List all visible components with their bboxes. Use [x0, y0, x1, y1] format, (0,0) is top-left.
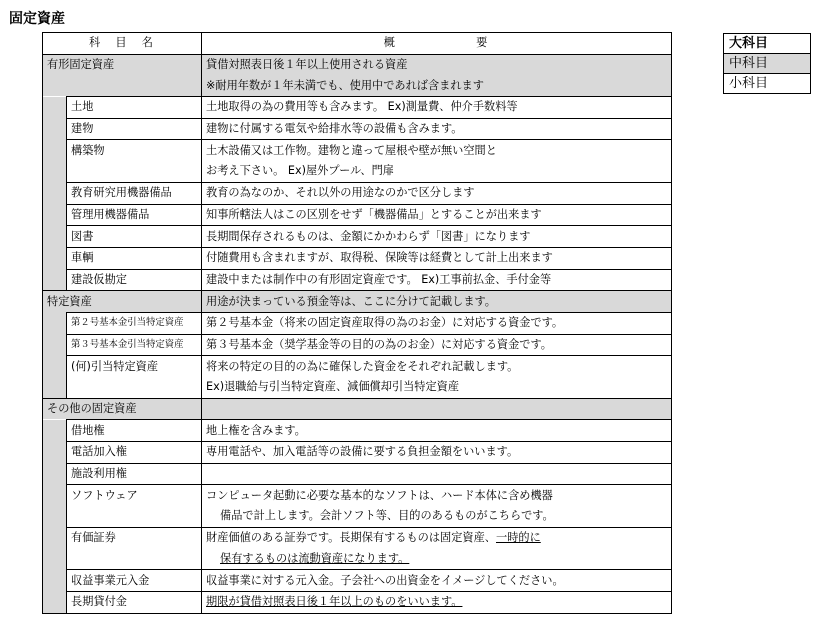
indent-cell: [43, 269, 67, 291]
indent-cell: [43, 182, 67, 204]
description: 収益事業に対する元入金。子会社への出資金をイメージしてください。: [202, 570, 672, 592]
table-row: [43, 247, 672, 269]
small-category-profit-capital: 収益事業元入金: [67, 570, 202, 592]
medium-category-tangible: 有形固定資産: [43, 54, 202, 75]
table-row: [43, 334, 672, 356]
small-category-books: 図書: [67, 226, 202, 248]
indent-cell: [43, 226, 67, 248]
small-category-continuation: [67, 506, 202, 527]
small-category-admin-equipment: 管理用機器備品: [67, 204, 202, 226]
small-category-continuation: [67, 161, 202, 182]
table-row: [43, 140, 672, 161]
small-category-construction: 建設仮勘定: [67, 269, 202, 291]
indent-cell: [43, 506, 67, 527]
medium-category-continuation: [43, 75, 202, 96]
indent-cell: [43, 549, 67, 570]
small-category-fund3: 第３号基本金引当特定資産: [67, 334, 202, 356]
description: 土地取得の為の費用等も含みます。 Ex)測量費、仲介手数料等: [202, 97, 672, 119]
small-category-edu-equipment: 教育研究用機器備品: [67, 182, 202, 204]
small-category-long-loan: 長期貸付金: [67, 591, 202, 613]
small-category-continuation: [67, 549, 202, 570]
description: 第２号基本金（将来の固定資産取得の為のお金）に対応する資金です。: [202, 312, 672, 334]
description: 教育の為なのか、それ以外の用途なのかで区分します: [202, 182, 672, 204]
indent-cell: [43, 442, 67, 464]
table-row: [43, 182, 672, 204]
table-row: [43, 442, 672, 464]
description: 土木設備又は工作物。建物と違って屋根や壁が無い空間と: [202, 140, 672, 161]
description: 備品で計上します。会計ソフト等、目的のあるものがこちらです。: [202, 506, 672, 527]
indent-cell: [43, 97, 67, 119]
table-row: [43, 75, 672, 96]
indent-cell: [43, 591, 67, 613]
indent-cell: [43, 527, 67, 548]
legend-large-category: 大科目: [724, 34, 811, 54]
medium-category-other: その他の固定資産: [43, 398, 202, 420]
description: 貸借対照表日後１年以上使用される資産: [202, 54, 672, 75]
table-row: [43, 269, 672, 291]
indent-cell: [43, 312, 67, 334]
underlined-text: 一時的に: [496, 531, 541, 545]
indent-cell: [43, 356, 67, 377]
underlined-text: 期限が貸借対照表日後１年以上のものをいいます。: [206, 595, 463, 609]
small-category-software: ソフトウェア: [67, 485, 202, 506]
table-row: [43, 312, 672, 334]
header-row: [43, 33, 672, 55]
description: お考え下さい。 Ex)屋外プール、門扉: [202, 161, 672, 182]
header-summary: 概 要: [202, 33, 672, 55]
legend: [723, 33, 811, 94]
small-category-land: 土地: [67, 97, 202, 119]
small-category-leasehold: 借地権: [67, 420, 202, 442]
indent-cell: [43, 420, 67, 442]
table-row: [43, 420, 672, 442]
description: 付随費用も含まれますが、取得税、保険等は経費として計上出来ます: [202, 247, 672, 269]
legend-medium-category: 中科目: [724, 54, 811, 74]
legend-small-category: 小科目: [724, 74, 811, 94]
table-row: [43, 570, 672, 592]
indent-cell: [43, 485, 67, 506]
small-category-structure: 構築物: [67, 140, 202, 161]
table-row: [43, 463, 672, 485]
table-row: [43, 549, 672, 570]
table-row: [43, 118, 672, 140]
table-row: [43, 398, 672, 420]
table-row: [43, 161, 672, 182]
fixed-assets-table: [42, 32, 672, 614]
indent-cell: [43, 161, 67, 182]
table-row: [43, 97, 672, 119]
description: 地上権を含みます。: [202, 420, 672, 442]
description: 長期間保存されるものは、金額にかかわらず「図書」になります: [202, 226, 672, 248]
small-category-vehicles: 車輌: [67, 247, 202, 269]
table-row: [43, 506, 672, 527]
table-row: [43, 356, 672, 377]
table-row: [43, 527, 672, 548]
description: Ex)退職給与引当特定資産、減価償却引当特定資産: [202, 377, 672, 398]
indent-cell: [43, 377, 67, 398]
table-row: [43, 377, 672, 398]
indent-cell: [43, 247, 67, 269]
small-category-phone: 電話加入権: [67, 442, 202, 464]
description: [202, 398, 672, 420]
indent-cell: [43, 204, 67, 226]
small-category-building: 建物: [67, 118, 202, 140]
indent-cell: [43, 334, 67, 356]
small-category-facility: 施設利用権: [67, 463, 202, 485]
description: [202, 549, 672, 570]
description: 専用電話や、加入電話等の設備に要する負担金額をいいます。: [202, 442, 672, 464]
description: [202, 527, 672, 548]
description: 第３号基本金（奨学基金等の目的の為のお金）に対応する資金です。: [202, 334, 672, 356]
description-text: 財産価値のある証券です。長期保有するものは固定資産、: [206, 531, 496, 545]
description: 知事所轄法人はこの区別をせず「機器備品」とすることが出来ます: [202, 204, 672, 226]
table-row: [43, 291, 672, 313]
medium-category-specified: 特定資産: [43, 291, 202, 313]
header-account-name: 科 目 名: [43, 33, 202, 55]
table-row: [43, 54, 672, 75]
description: 建物に付属する電気や給排水等の設備も含みます。: [202, 118, 672, 140]
description: コンピュータ起動に必要な基本的なソフトは、ハード本体に含め機器: [202, 485, 672, 506]
description: 建設中または制作中の有形固定資産です。 Ex)工事前払金、手付金等: [202, 269, 672, 291]
table-row: [43, 591, 672, 613]
description: [202, 463, 672, 485]
description: 将来の特定の目的の為に確保した資金をそれぞれ記載します。: [202, 356, 672, 377]
table-row: [43, 204, 672, 226]
indent-cell: [43, 463, 67, 485]
indent-cell: [43, 118, 67, 140]
description: [202, 591, 672, 613]
page-title: 固定資産: [9, 11, 65, 27]
small-category-fund2: 第２号基本金引当特定資産: [67, 312, 202, 334]
indent-cell: [43, 570, 67, 592]
description: ※耐用年数が１年未満でも、使用中であれば含まれます: [202, 75, 672, 96]
small-category-securities: 有価証券: [67, 527, 202, 548]
table-row: [43, 226, 672, 248]
table-row: [43, 485, 672, 506]
indent-cell: [43, 140, 67, 161]
small-category-continuation: [67, 377, 202, 398]
small-category-other-reserve: (何)引当特定資産: [67, 356, 202, 377]
description: 用途が決まっている預金等は、ここに分けて記載します。: [202, 291, 672, 313]
underlined-text: 保有するものは流動資産になります。: [220, 551, 410, 565]
